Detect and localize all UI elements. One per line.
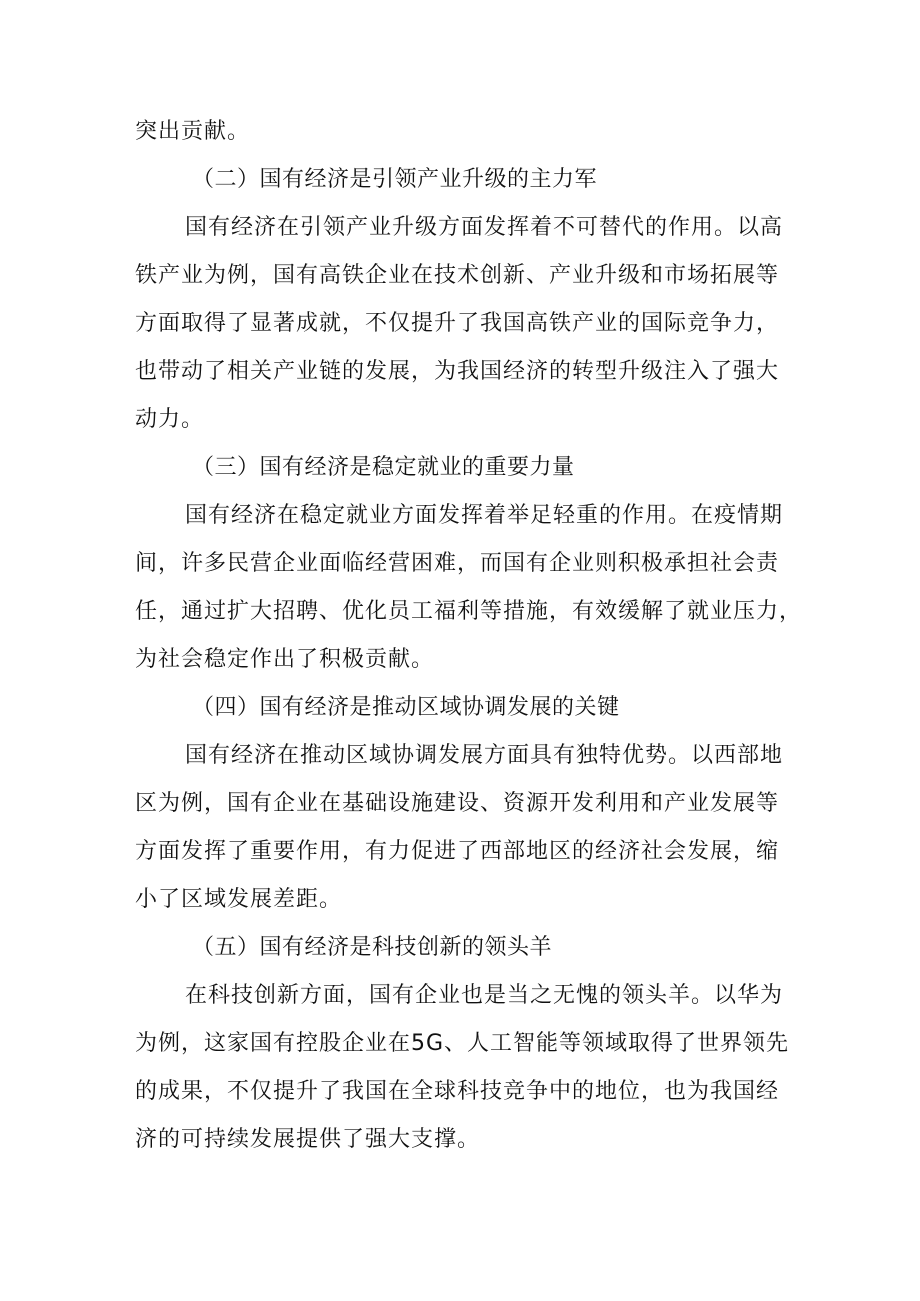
section-heading-3: （三）国有经济是稳定就业的重要力量 (192, 455, 575, 480)
paragraph-line: 小了区域发展差距。 (135, 887, 343, 912)
paragraph-line: 铁产业为例，国有高铁企业在技术创新、产业升级和市场拓展等 (135, 263, 780, 288)
paragraph-line: 为例，这家国有控股企业在5G、人工智能等领域取得了世界领先 (135, 1031, 790, 1056)
paragraph-line: 国有经济在稳定就业方面发挥着举足轻重的作用。在疫情期 (185, 503, 784, 528)
paragraph-line: 间，许多民营企业面临经营困难，而国有企业则积极承担社会责 (135, 551, 780, 576)
paragraph-line: 任，通过扩大招聘、优化员工福利等措施，有效缓解了就业压力， (135, 599, 803, 624)
paragraph-line: 突出贡献。 (135, 119, 251, 144)
paragraph-line: 方面取得了显著成就，不仅提升了我国高铁产业的国际竞争力， (135, 311, 780, 336)
section-heading-5: （五）国有经济是科技创新的领头羊 (192, 935, 553, 960)
paragraph-line: 区为例，国有企业在基础设施建设、资源开发利用和产业发展等 (135, 791, 780, 816)
section-heading-4: （四）国有经济是推动区域协调发展的关键 (192, 695, 620, 720)
paragraph-line: 国有经济在引领产业升级方面发挥着不可替代的作用。以高 (185, 215, 784, 240)
paragraph-line: 济的可持续发展提供了强大支撑。 (135, 1127, 481, 1152)
paragraph-line: 在科技创新方面，国有企业也是当之无愧的领头羊。以华为 (185, 983, 784, 1008)
paragraph-line: 国有经济在推动区域协调发展方面具有独特优势。以西部地 (185, 743, 784, 768)
paragraph-line: 方面发挥了重要作用，有力促进了西部地区的经济社会发展，缩 (135, 839, 780, 864)
paragraph-line: 也带动了相关产业链的发展，为我国经济的转型升级注入了强大 (135, 359, 780, 384)
paragraph-line: 的成果，不仅提升了我国在全球科技竞争中的地位，也为我国经 (135, 1079, 780, 1104)
document-body (135, 108, 803, 1164)
section-heading-2: （二）国有经济是引领产业升级的主力军 (192, 167, 598, 192)
paragraph-line: 为社会稳定作出了积极贡献。 (135, 647, 435, 672)
paragraph-line: 动力。 (135, 407, 205, 432)
